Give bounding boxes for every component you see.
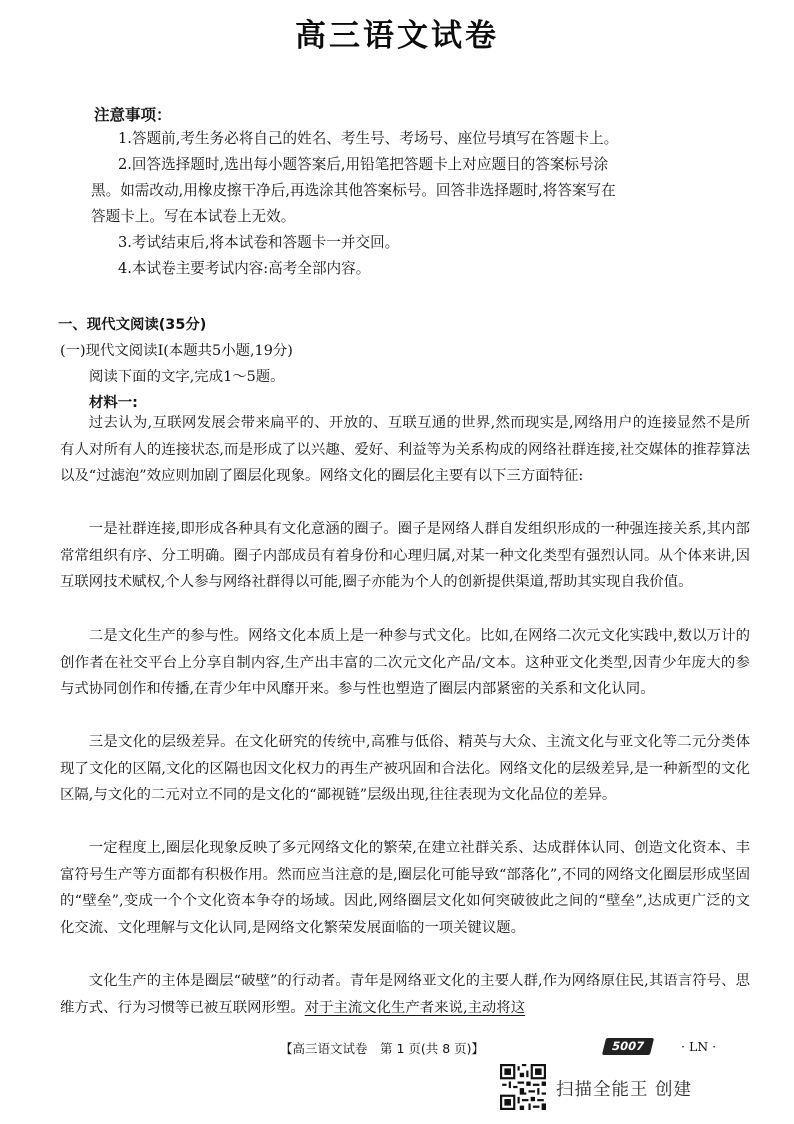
material-label: 材料一: [89,395,138,411]
qr-code-icon [500,1064,546,1110]
article-paragraph: 一是社群连接,即形成各种具有文化意涵的圈子。圈子是网络人群自发组织形成的一种强连接关系,其内部常常组织有序、分工明确。圈子内部成员有着身份和心理归属,对某一种文化类型有强烈认同。从个体来讲,因互联网技术赋权,个人参与网络社群得以可能,圈子亦能为个人的创新提供渠道,帮助其实现自我价值。 [60,521,750,591]
paragraph-text: 文化生产的主体是圈层“破壁”的行动者。青年是网络亚文化的主要人群,作为网络原住民,其语言符号、思维方式、行为习惯等已被互联网形塑。 [60,973,750,1016]
section-heading: 一、现代文阅读(35分) [58,317,207,333]
region-tag: · LN · [681,1039,717,1054]
notice-heading: 注意事项： [94,106,172,124]
article-paragraph: 一定程度上,圈层化现象反映了多元网络文化的繁荣,在建立社群关系、达成群体认同、创造文化资本、丰富符号生产等方面都有积极作用。然而应当注意的是,圈层化可能导致“部落化”,不同的网络文化圈层形成坚固的“壁垒”,变成一个个文化资本争夺的场域。因此,网络圈层文化如何突破彼此之间的“壁垒”,达成更广泛的文化交流、文化理解与文化认同,是网络文化繁荣发展面临的一项关键议题。 [60,840,750,936]
notice-line: 3.考试结束后,将本试卷和答题卡一并交回。 [118,234,400,251]
notice-line: 1.答题前,考生务必将自己的姓名、考生号、考场号、座位号填写在答题卡上。 [118,130,619,147]
article-paragraph: 三是文化的层级差异。在文化研究的传统中,高雅与低俗、精英与大众、主流文化与亚文化等二元分类体现了文化的区隔,文化的区隔也因文化权力的再生产被巩固和合法化。网络文化的层级差异,是一种新型的文化区隔,与文化的二元对立不同的是文化的“鄙视链”层级出现,往往表现为文化品位的差异。 [60,734,750,804]
notice-line: 2.回答选择题时,选出每小题答案后,用铅笔把答题卡上对应题目的答案标号涂 [118,156,609,173]
footer-page-label: 【高三语文试卷 第 1 页(共 8 页)】 [280,1041,485,1056]
underlined-text: 对于主流文化生产者来说,主动将这 [304,999,526,1016]
exam-code-badge: 5007 [602,1038,654,1055]
section-subheading: (一)现代文阅读Ⅰ(本题共5小题,19分) [60,343,293,359]
notice-line: 4.本试卷主要考试内容:高考全部内容。 [118,260,371,277]
notice-line: 黑。如需改动,用橡皮擦干净后,再选涂其他答案标号。回答非选择题时,将答案写在 [91,182,616,199]
article-paragraph [60,968,750,1021]
page-footer [0,1037,794,1059]
reading-instruction: 阅读下面的文字,完成1～5题。 [89,369,285,385]
article-paragraph: 二是文化生产的参与性。网络文化本质上是一种参与式文化。比如,在网络二次元文化实践中,数以万计的创作者在社交平台上分享自制内容,生产出丰富的二次元文化产品/文本。这种亚文化类型,因青少年庞大的参与式协同创作和传播,在青少年中风靡开来。参与性也塑造了圈层内部紧密的关系和文化认同。 [60,628,750,698]
scanner-watermark: 扫描全能王 创建 [556,1080,693,1100]
exam-title: 高三语文试卷 [295,18,499,54]
notice-line: 答题卡上。写在本试卷上无效。 [91,208,296,225]
article-paragraph: 过去认为,互联网发展会带来扁平的、开放的、互联互通的世界,然而现实是,网络用户的连接显然不是所有人对所有人的连接状态,而是形成了以兴趣、爱好、利益等为关系构成的网络社群连接,社交媒体的推荐算法以及“过滤泡”效应则加剧了圈层化现象。网络文化的圈层化主要有以下三方面特征: [60,415,750,485]
